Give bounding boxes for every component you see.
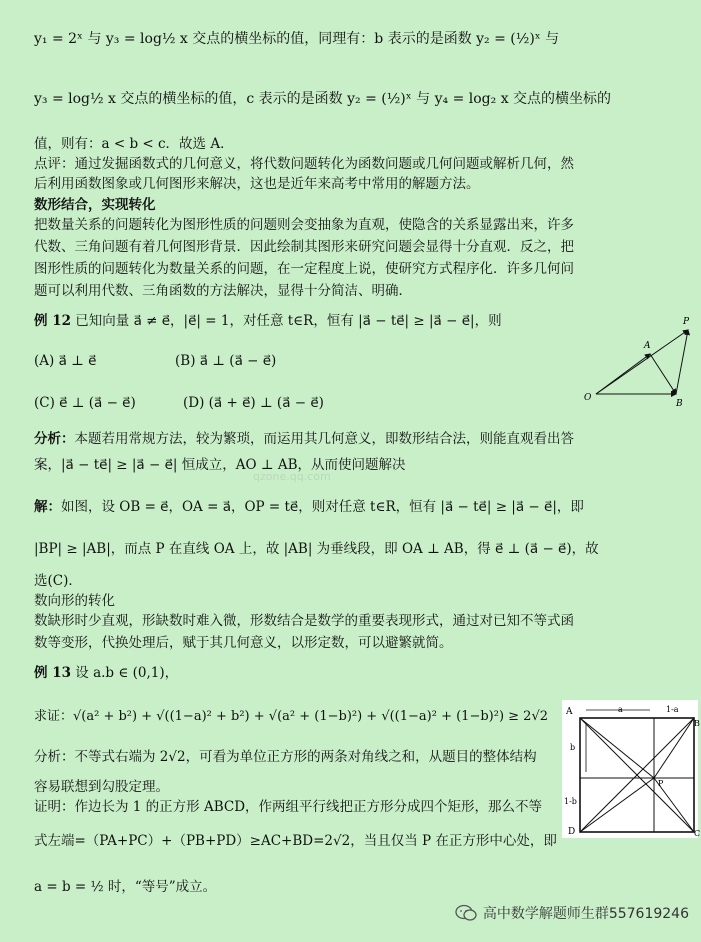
example-label: 例 13 <box>34 665 71 681</box>
vector-oa <box>596 354 650 394</box>
label-d-vertex: D <box>568 827 576 837</box>
label-o: O <box>584 393 592 403</box>
text-line: 分析：不等式右端为 2√2，可看为单位正方形的两条对角线之和，从题目的整体结构 <box>34 749 537 765</box>
text-line: a = b = ½ 时，“等号”成立。 <box>34 879 217 895</box>
analysis <box>34 430 574 448</box>
text-line: 点评：通过发掘函数式的几何意义，将代数问题转化为函数问题或几何问题或解析几何，然 <box>34 156 574 172</box>
option-d: (D) (a⃗ + e⃗) ⊥ (a⃗ − e⃗) <box>183 395 324 411</box>
vector-bp <box>676 330 688 394</box>
label-b: B <box>676 399 683 409</box>
label-1-a: 1-a <box>666 705 679 714</box>
segment-pd <box>580 778 654 832</box>
text-line: y₃ = log½ x 交点的横坐标的值，c 表示的是函数 y₂ = (½)ˣ 与 y₄ = log₂ x 交点的横坐标的 <box>34 91 612 107</box>
text-line: 代数、三角问题有着几何图形背景．因此绘制其图形来研究问题会显得十分直观．反之，把 <box>34 239 574 255</box>
label-b-vertex: B <box>694 719 700 728</box>
vector-ab <box>650 354 676 394</box>
analysis-text: 本题若用常规方法，较为繁琐，而运用其几何意义，即数形结合法，则能直观看出答 <box>74 431 574 447</box>
text-line: |BP| ≥ |AB|，而点 P 在直线 OA 上，故 |AB| 为垂线段，即 OA ⊥ AB，得 e⃗ ⊥ (a⃗ − e⃗)，故 <box>34 541 599 557</box>
example-text: 设 a.b ∈ (0,1)， <box>71 665 179 681</box>
example-12 <box>34 312 502 330</box>
text-line: 数等变形，代换处理后，赋于其几何意义，以形定数，可以避繁就简。 <box>34 635 453 651</box>
analysis-label: 分析： <box>34 431 75 447</box>
proof-equation: 求证：√(a² + b²) + √((1−a)² + b²) + √(a² + (1−b)²) + √((1−a)² + (1−b)²) ≥ 2√2 <box>34 709 549 724</box>
label-c-vertex: C <box>694 829 701 838</box>
example-label: 例 12 <box>34 313 71 329</box>
label-p: P <box>658 779 664 788</box>
text-line: 容易联想到勾股定理。 <box>34 779 169 795</box>
text-line: 值，则有：a < b < c．故选 A． <box>34 136 234 152</box>
option-b: (B) a⃗ ⊥ (a⃗ − e⃗) <box>175 353 277 369</box>
footer-brand <box>455 903 689 923</box>
text-line: 后利用函数图象或几何图形来解决，这也是近年来高考中常用的解题方法。 <box>34 176 480 192</box>
solution <box>34 498 584 516</box>
example-text: 已知向量 a⃗ ≠ e⃗，|e⃗| = 1，对任意 t∈R，恒有 |a⃗ − te⃗| ≥ |a⃗ − e⃗|，则 <box>71 313 502 329</box>
text-line: 题可以利用代数、三角函数的方法解决，显得十分简洁、明确． <box>34 283 412 299</box>
label-a-length: a <box>618 705 623 714</box>
label-a-vertex: A <box>566 707 573 717</box>
vector-figure-12 <box>580 312 698 412</box>
square-figure-13 <box>562 700 701 838</box>
option-a: (A) a⃗ ⊥ e⃗ <box>34 353 97 369</box>
label-b-length: b <box>570 743 576 752</box>
footer-text: 高中数学解题师生群557619246 <box>482 906 689 922</box>
wechat-icon <box>455 904 477 922</box>
label-1-b: 1-b <box>564 797 577 806</box>
section-heading: 数形结合，实现转化 <box>34 197 156 213</box>
text-line: 式左端=（PA+PC）+（PB+PD）≥AC+BD=2√2，当且仅当 P 在正方形中心处，即 <box>34 833 557 849</box>
text-line: 把数量关系的问题转化为图形性质的问题则会变抽象为直观，使隐含的关系显露出来，许多 <box>34 217 574 233</box>
label-a: A <box>644 341 651 351</box>
segment-pa <box>580 718 654 778</box>
segment-pb <box>654 718 694 778</box>
text-line: 选(C)． <box>34 573 82 589</box>
watermark: qzone.qq.com <box>253 470 331 483</box>
example-13 <box>34 664 178 682</box>
text-line: 数缺形时少直观，形缺数时难入微，形数结合是数学的重要表现形式，通过对已知不等式函 <box>34 613 574 629</box>
option-c: (C) e⃗ ⊥ (a⃗ − e⃗) <box>34 395 136 411</box>
solution-label: 解： <box>34 499 61 515</box>
label-p: P <box>683 317 690 327</box>
solution-text: 如图，设 OB = e⃗，OA = a⃗，OP = te⃗，则对任意 t∈R，恒有 |a⃗ − te⃗| ≥ |a⃗ − e⃗|，即 <box>61 499 584 515</box>
text-line: 图形性质的问题转化为数量关系的问题，在一定程度上说，使研究方式程序化．许多几何问 <box>34 261 574 277</box>
text-line: 证明：作边长为 1 的正方形 ABCD，作两组平行线把正方形分成四个矩形，那么不等 <box>34 799 543 815</box>
text-line: y₁ = 2ˣ 与 y₃ = log½ x 交点的横坐标的值，同理有：b 表示的是函数 y₂ = (½)ˣ 与 <box>34 31 560 47</box>
text-line: 案，|a⃗ − te⃗| ≥ |a⃗ − e⃗| 恒成立，AO ⊥ AB，从而使问题解决 <box>34 457 406 473</box>
text-line: 数向形的转化 <box>34 593 115 609</box>
